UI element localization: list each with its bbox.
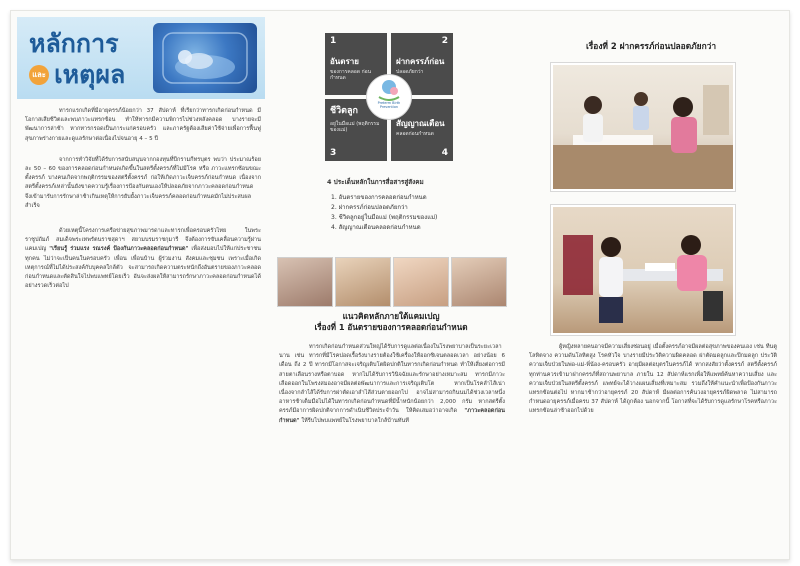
title-banner xyxy=(17,17,265,99)
col2-p1-text-after: ให้รีบไปพบแพทย์ในโรงพยาบาลใกล้บ้านทันที xyxy=(301,417,409,424)
principle-item-3: 3. ชีวิตลูกอยู่ในมือแม่ (พฤติกรรมของแม่) xyxy=(331,214,438,221)
principles-title: 4 ประเด็นหลักในการสื่อสารสู่สังคม xyxy=(327,178,424,186)
title-word-reasons: เหตุผล xyxy=(54,60,126,89)
preterm-baby-photo-strip xyxy=(277,257,505,307)
col3-paragraph-1: ผู้หญิงหลายคนอาจมีความเสี่ยงซ่อนอยู่ เมื่อตั้งครรภ์อาจมีผลต่อสุขภาพของคนเอง เช่น ทีนตู โลหิตจาง ความดันโลหิตสูง โรคหัวใจ บางรายมีประวัติความผิดคลอด ผ่าตัดมดลูกและปีกมดลูก ประวัติความเจ็บป่วยในพ่อ-แม่-พี่น้อง-ครอบครัว อายุมีผลต่อบุตรในครรภ์ได้ หากสงสัยว่าตั้งครรภ์ สตรีตั้งครรภ์ทุกท่านควรเข้ามาฝากครรภ์ที่สถานพยาบาล ภายใน 12 สัปดาห์แรกเพื่อให้แพทย์ค้นหาความเสี่ยง และความเจ็บป่วยในสตรีตั้งครรภ์ แพทย์จะได้วางแผนเสี่ยงที่เหมาะสม รวมถึงให้คำแนะนำเพื่อป้องกันภาวะแทรกซ้อนต่อไป หากมาช้ากว่าอายุครรภ์ 20 สัปดาห์ มีผลต่อการค้นวงอายุครรภ์ผิดพลาด ไม่สามารถกำหนดอายุครรภ์เมื่อครบ 37 สัปดาห์ ได้ถูกต้อง นอกจากนี้ โอกาสที่จะได้รับการดูแลรักษาโรคหรือภาวะแทรกซ้อนล่าช้าออกไปด้วย xyxy=(529,344,777,415)
principle-item-1: 1. อันตรายของการคลอดก่อนกำหนด xyxy=(331,194,427,201)
campaign-grid xyxy=(325,33,453,161)
col2-p1-text-before: ทารกเกิดก่อนกำหนดส่วนใหญ่ได้รับการดูแลต่อเนื่องในโรงพยาบาลเป็นระยะเวลานาน เช่น ทารกที่มีโรคปอดเรื้อรังบางรายต้องใช้เครื่องให้ออกซิเจนตลอดเวลา อย่างน้อย 6 เดือน ถึง 2 ปี ทารกมีโอกาสจะเจริญเติบโตผิดปกติในทารกเกิดก่อนกำหนด ทำให้เสี่ยงต่อการมีสายตาเลือนรางหรือตาบอด หากไม่ได้รับการวินิจฉัยและรักษาอย่างเหมาะสม ทารกมีภาวะเลือดออกในโพรงสมองอาจมีผลต่อพัฒนาการและการเจริญเติบโต หากเป็นโรคลำไส้เน่าเนื่องจากลำไส้ได้รับการผ่าตัดเอาลำไส้ส่วนตายออกไป อาจไม่สามารถกินนมได้ช่วงเวลาหนึ่ง อาหารช้าเต็มมือไม่ได้ในทารกเกิดก่อนกำหนดที่มีน้ำหนักน้อยกว่า 2,000 กรัม หากสตรีตั้งครรภ์มีอาการผิดปกติจากการดำเนินชีวิตประจำวัน ให้คิดเสมอว่าอาจเกิด xyxy=(279,344,505,415)
title-word-principles: หลักการ xyxy=(29,29,119,58)
col1-campaign-slogan: "เรียนรู้ ร่วมแรง รณรงค์ ป้องกันภาวะคลอดก่อนกำหนด" xyxy=(49,246,189,253)
grid-cell-2-subtitle: ปลอดภัยกว่า xyxy=(396,69,424,75)
col1-paragraph-3 xyxy=(25,227,261,291)
nurse-counseling-illustration xyxy=(553,207,733,333)
title-word-and: และ xyxy=(29,65,49,85)
column-2-heading xyxy=(277,311,505,333)
preterm-baby-photo-2 xyxy=(335,257,391,307)
grid-cell-2-number: 2 xyxy=(441,36,448,46)
col2-preterm-emphasis: "ภาวะคลอดก่อนกำหนด" xyxy=(279,408,506,424)
preterm-baby-photo-1 xyxy=(277,257,333,307)
campaign-concept-title: แนวคิดหลักภายใต้แคมเปญ xyxy=(342,311,440,321)
campaign-logo xyxy=(367,75,411,119)
topic-1-title: เรื่องที่ 1 อันตรายของการคลอดก่อนกำหนด xyxy=(314,322,468,332)
grid-cell-1-title: อันตราย xyxy=(330,57,359,66)
col1-p3-text-after: เพื่อส่งมอบไปให้แก่ประชาชนทุกคน ไม่ว่าจะเป็นคนในครอบครัว เพื่อน เพื่อนบ้าน ผู้ร่วมงาน สังคมและชุมชน เพราะเมื่อเกิดเหตุการณ์ที่ไม่ได้ประสงค์กับบุคคลใกล้ตัว จะสามารถเกิดความตระหนักถึงอันตรายของภาวะคลอดก่อนกำหนดและตัดสินใจไปพบแพทย์โดยเร็ว อันจะส่งผลให้สามารถรักษาภาวะคลอดก่อนกำหนดได้อย่างรวดเร็วต่อไป xyxy=(25,246,261,290)
col2-paragraph-1 xyxy=(279,343,505,426)
principle-item-2: 2. ฝากครรภ์ก่อนปลอดภัยกว่า xyxy=(331,204,408,211)
prenatal-visit-photo-2 xyxy=(551,205,735,335)
prenatal-visit-photo-1 xyxy=(551,63,735,191)
col1-paragraph-1: ทารกแรกเกิดที่มีอายุครรภ์น้อยกว่า 37 สัปดาห์ ที่เรียกว่าทารกเกิดก่อนกำหนด มีโอกาสเสียชีวิตและพบภาวะแทรกซ้อน ทำให้ทารกมีความพิการไปช่วงหลังคลอด บางรายจะมีพัฒนาการล่าช้า หากทารกรอดเป็นภาระแก่ครอบครัว และภาครัฐต้องเสียค่าใช้จ่ายเพื่อการฟื้นฟูสุขภาพร่างกายและดูแลรักษาต่อเนื่องไปจนอายุ 4 – 5 ปี xyxy=(25,108,261,142)
principle-item-4: 4. สัญญาณเตือนคลอดก่อนกำหนด xyxy=(331,224,421,231)
principles-list xyxy=(327,177,497,233)
grid-cell-4-title: สัญญาณเตือน xyxy=(396,119,445,128)
grid-cell-3-subtitle: อยู่ในมือแม่ (พฤติกรรมของแม่) xyxy=(330,121,380,133)
magazine-page xyxy=(10,10,790,560)
column-3 xyxy=(529,343,777,417)
incubator-baby-icon xyxy=(153,23,257,93)
campaign-logo-text: Preterm Birth Prevention xyxy=(377,101,401,109)
grid-cell-3-number: 3 xyxy=(330,148,337,158)
clinic-consultation-illustration xyxy=(553,65,733,189)
grid-cell-1-number: 1 xyxy=(330,36,337,46)
topic-2-title: เรื่องที่ 2 ฝากครรภ์ก่อนปลอดภัยกว่า xyxy=(585,41,717,51)
col1-p3-text-before: ด้วยเหตุนี้โครงการเครือข่ายสุขภาพมารดาและทารกเพื่อครอบครัวไทย ในพระราชูปถัมภ์ สมเด็จพระเทพรัตนราชสุดาฯ สยามบรมราชกุมารี จึงต้องการขับเคลื่อนความรู้ผ่านแคมเปญ xyxy=(25,228,261,253)
preterm-baby-photo-3 xyxy=(393,257,449,307)
grid-cell-3-title: ชีวิตลูก xyxy=(330,106,358,116)
grid-cell-4-subtitle: คลอดก่อนกำหนด xyxy=(396,131,434,137)
column-1 xyxy=(25,107,261,291)
grid-cell-1-subtitle: ของการคลอด ก่อนกำหนด xyxy=(330,69,372,81)
column-2 xyxy=(279,343,505,426)
mother-baby-logo-icon xyxy=(367,75,411,101)
grid-cell-4-number: 4 xyxy=(441,148,448,158)
preterm-baby-photo-4 xyxy=(451,257,507,307)
incubator-photo xyxy=(153,23,257,93)
col1-paragraph-2: จากการทำวิจัยที่ได้รับการสนับสนุนจากกองทุนที่ปีกรามกีทรบุตร พบว่า ประมาณร้อยละ 50 – 60 ของการคลอดก่อนกำหนดเกิดขึ้นในสตรีตั้งครรภ์ที่ไม่มีโรค หรือ ภาวะแทรกซ้อนขณะตั้งครรภ์ บางคนเกิดจากพฤติกรรมของสตรีตั้งครรภ์ ก่อให้เกิดภาวะเจ็บครรภ์ก่อนกำหนด เนื่องจากสตรีตั้งครรภ์เหล่านั้นยังขาดความรู้เรื่องการป้องกันตนเองให้ปลอดภัยจากภาวะคลอดก่อนกำหนด จึงเข้ามารับการรักษาล่าช้าเกินเหตุให้การยับยั้งภาวะเจ็บครรภ์คลอดก่อนกำหนดมักไม่ประสบผลสำเร็จ xyxy=(25,156,261,209)
grid-cell-2-title: ฝากครรภ์ก่อน xyxy=(396,57,445,66)
